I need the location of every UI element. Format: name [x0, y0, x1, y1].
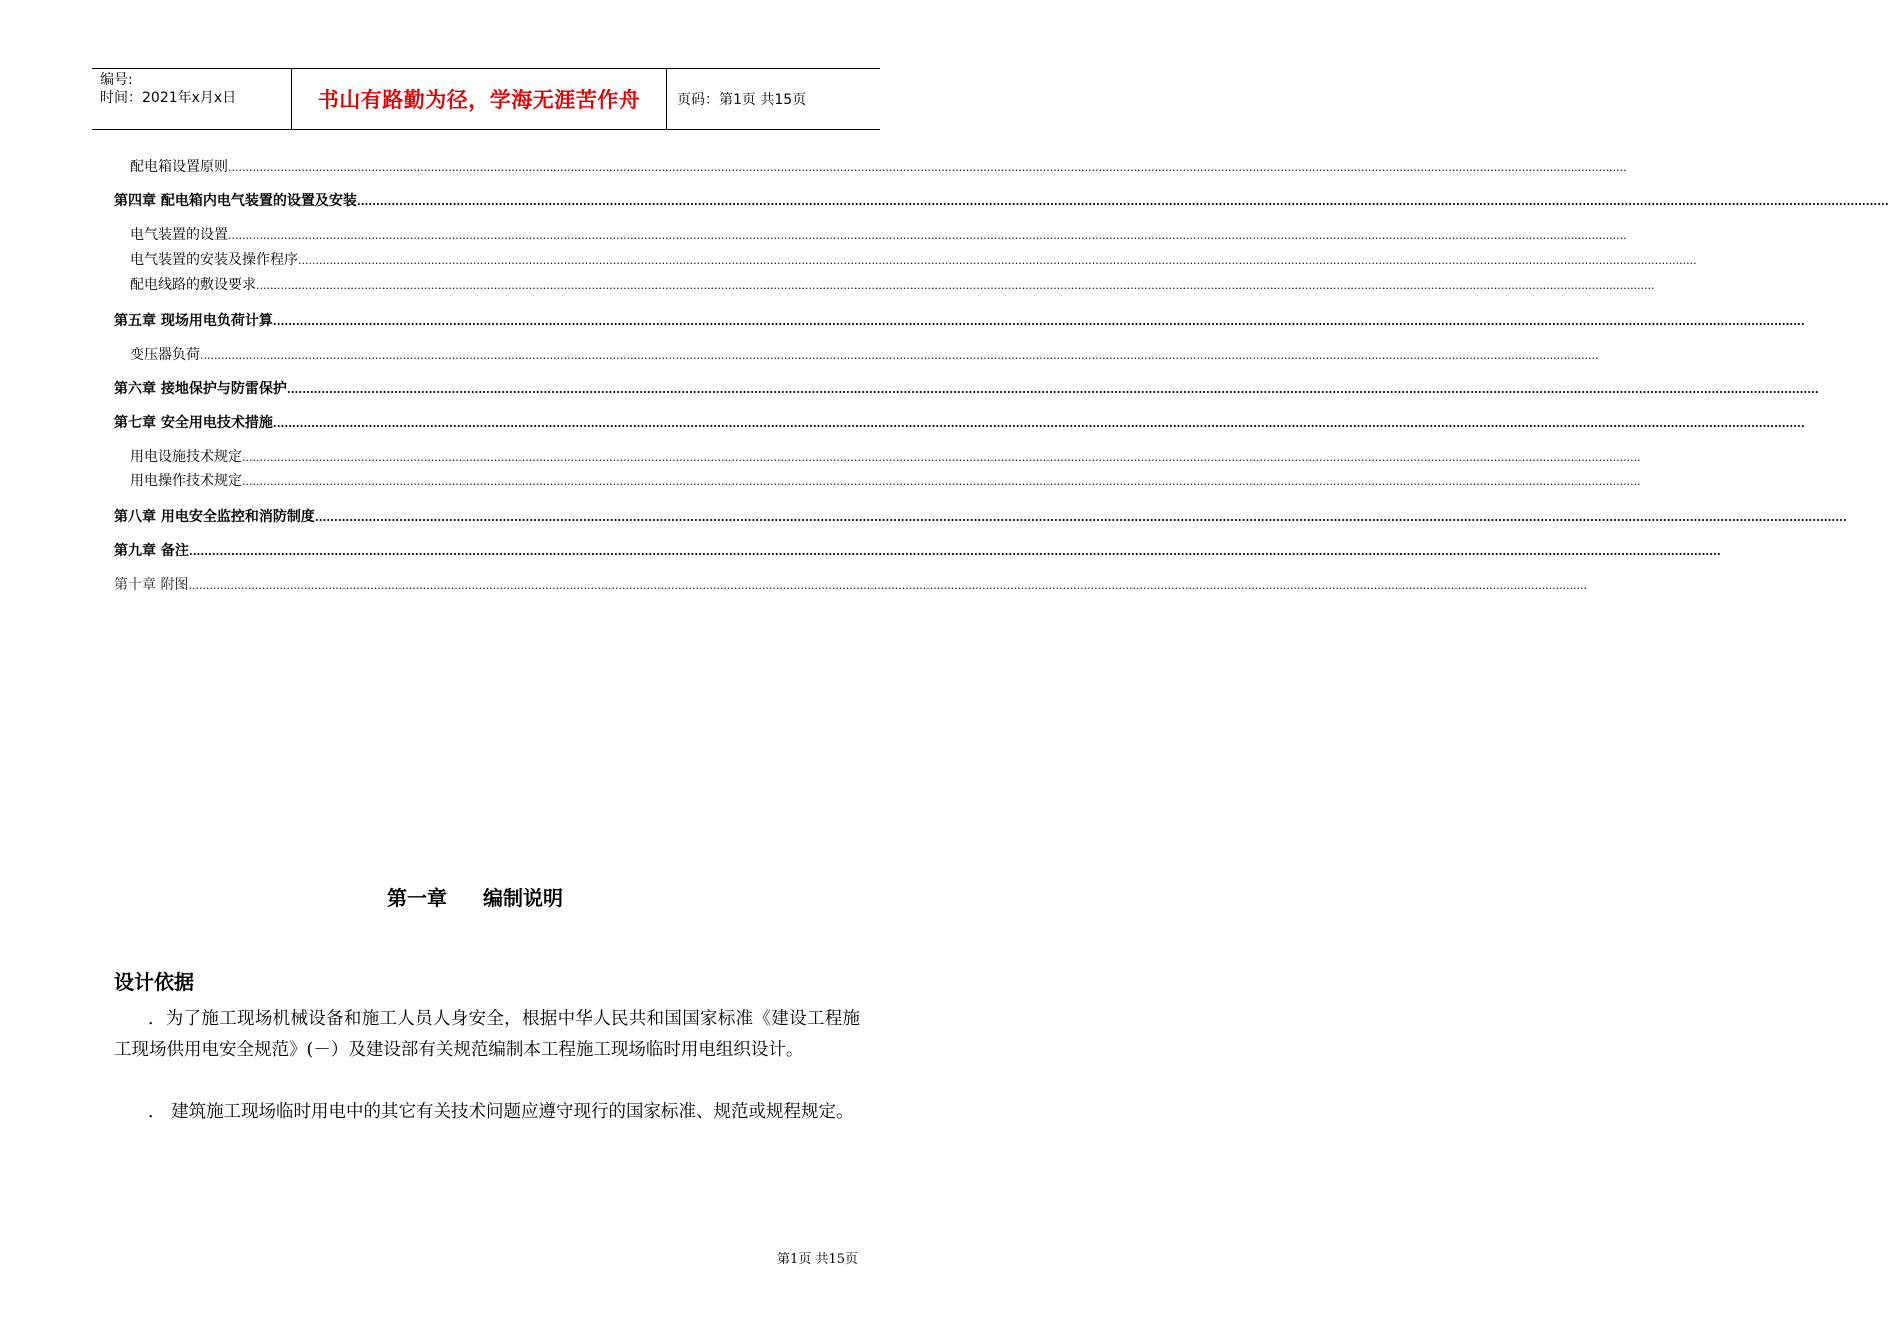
- header-motto: 书山有路勤为径，学海无涯苦作舟: [292, 69, 667, 129]
- toc-entry-text: 配电线路的敷设要求: [130, 277, 256, 293]
- header-page-info: 页码：第1页 共15页: [677, 92, 807, 108]
- toc-entry[interactable]: [114, 310, 1805, 330]
- toc-leader-dots: ................................................................................................................................................................................................................................................................................................................................................................................................................: [242, 451, 1641, 464]
- chapter-heading: [0, 882, 950, 911]
- toc-leader-dots: ................................................................................................................................................................................................................................................................................................................................................................................................................: [188, 579, 1588, 592]
- document-header: [92, 68, 880, 130]
- toc-entry-text: 第六章 接地保护与防雷保护: [114, 381, 287, 397]
- toc-leader-dots: ................................................................................................................................................................................................................................................................................................................................................................................................................: [188, 545, 1721, 558]
- toc-leader-dots: ................................................................................................................................................................................................................................................................................................................................................................................................................: [228, 161, 1627, 174]
- toc-leader-dots: ................................................................................................................................................................................................................................................................................................................................................................................................................: [256, 279, 1655, 292]
- toc-leader-dots: ................................................................................................................................................................................................................................................................................................................................................................................................................: [200, 349, 1599, 362]
- toc-leader-dots: ................................................................................................................................................................................................................................................................................................................................................................................................................: [228, 229, 1627, 242]
- toc-leader-dots: ................................................................................................................................................................................................................................................................................................................................................................................................................: [356, 195, 1889, 208]
- toc-entry-text: 第七章 安全用电技术措施: [114, 415, 273, 431]
- toc-entry-text: 第五章 现场用电负荷计算: [114, 313, 273, 329]
- toc-entry[interactable]: [130, 446, 1641, 466]
- toc-entry[interactable]: [130, 274, 1655, 294]
- section-title: 设计依据: [114, 970, 194, 994]
- number-label: 编号:: [100, 72, 133, 88]
- toc-entry-text: 第四章 配电箱内电气装置的设置及安装: [114, 193, 357, 209]
- toc-leader-dots: ................................................................................................................................................................................................................................................................................................................................................................................................................: [242, 475, 1641, 488]
- toc-leader-dots: ................................................................................................................................................................................................................................................................................................................................................................................................................: [314, 511, 1847, 524]
- toc-entry[interactable]: [114, 378, 1819, 398]
- toc-entry-text: 用电设施技术规定: [130, 449, 242, 465]
- toc-entry-text: 第十章 附图: [114, 577, 189, 593]
- toc-entry[interactable]: [130, 470, 1641, 490]
- toc-leader-dots: ................................................................................................................................................................................................................................................................................................................................................................................................................: [272, 315, 1805, 328]
- toc-entry-text: 电气装置的设置: [130, 227, 228, 243]
- toc-entry[interactable]: [130, 156, 1627, 176]
- chapter-title: 编制说明: [483, 886, 563, 910]
- toc-entry-text: 用电操作技术规定: [130, 473, 242, 489]
- toc-leader-dots: ................................................................................................................................................................................................................................................................................................................................................................................................................: [298, 254, 1697, 267]
- toc-entry[interactable]: [114, 190, 1889, 210]
- toc-entry[interactable]: [130, 344, 1599, 364]
- toc-entry[interactable]: [114, 574, 1588, 594]
- toc-entry-text: 第八章 用电安全监控和消防制度: [114, 509, 315, 525]
- toc-entry[interactable]: [130, 249, 1697, 269]
- paragraph-1: ．为了施工现场机械设备和施工人员人身安全，根据中华人民共和国国家标准《建设工程施工现场供用电安全规范》(－）及建设部有关规范编制本工程施工现场临时用电组织设计。: [114, 1009, 860, 1060]
- toc-entry[interactable]: [114, 506, 1847, 526]
- footer-page-info: 第1页 共15页: [777, 1252, 858, 1267]
- toc-entry[interactable]: [114, 412, 1805, 432]
- header-meta: [92, 69, 292, 129]
- toc-entry[interactable]: [114, 540, 1721, 560]
- toc-entry[interactable]: [130, 224, 1627, 244]
- chapter-number: 第一章: [387, 886, 447, 910]
- paragraph-2: ． 建筑施工现场临时用电中的其它有关技术问题应遵守现行的国家标准、规范或规程规定。: [148, 1102, 854, 1122]
- toc-leader-dots: ................................................................................................................................................................................................................................................................................................................................................................................................................: [286, 383, 1819, 396]
- toc-entry-text: 变压器负荷: [130, 347, 200, 363]
- toc-entry-text: 配电箱设置原则: [130, 159, 228, 175]
- time-label: 时间：2021年x月x日: [100, 90, 237, 106]
- toc-entry-text: 电气装置的安装及操作程序: [130, 252, 298, 268]
- toc-entry-text: 第九章 备注: [114, 543, 189, 559]
- toc-leader-dots: ................................................................................................................................................................................................................................................................................................................................................................................................................: [272, 417, 1805, 430]
